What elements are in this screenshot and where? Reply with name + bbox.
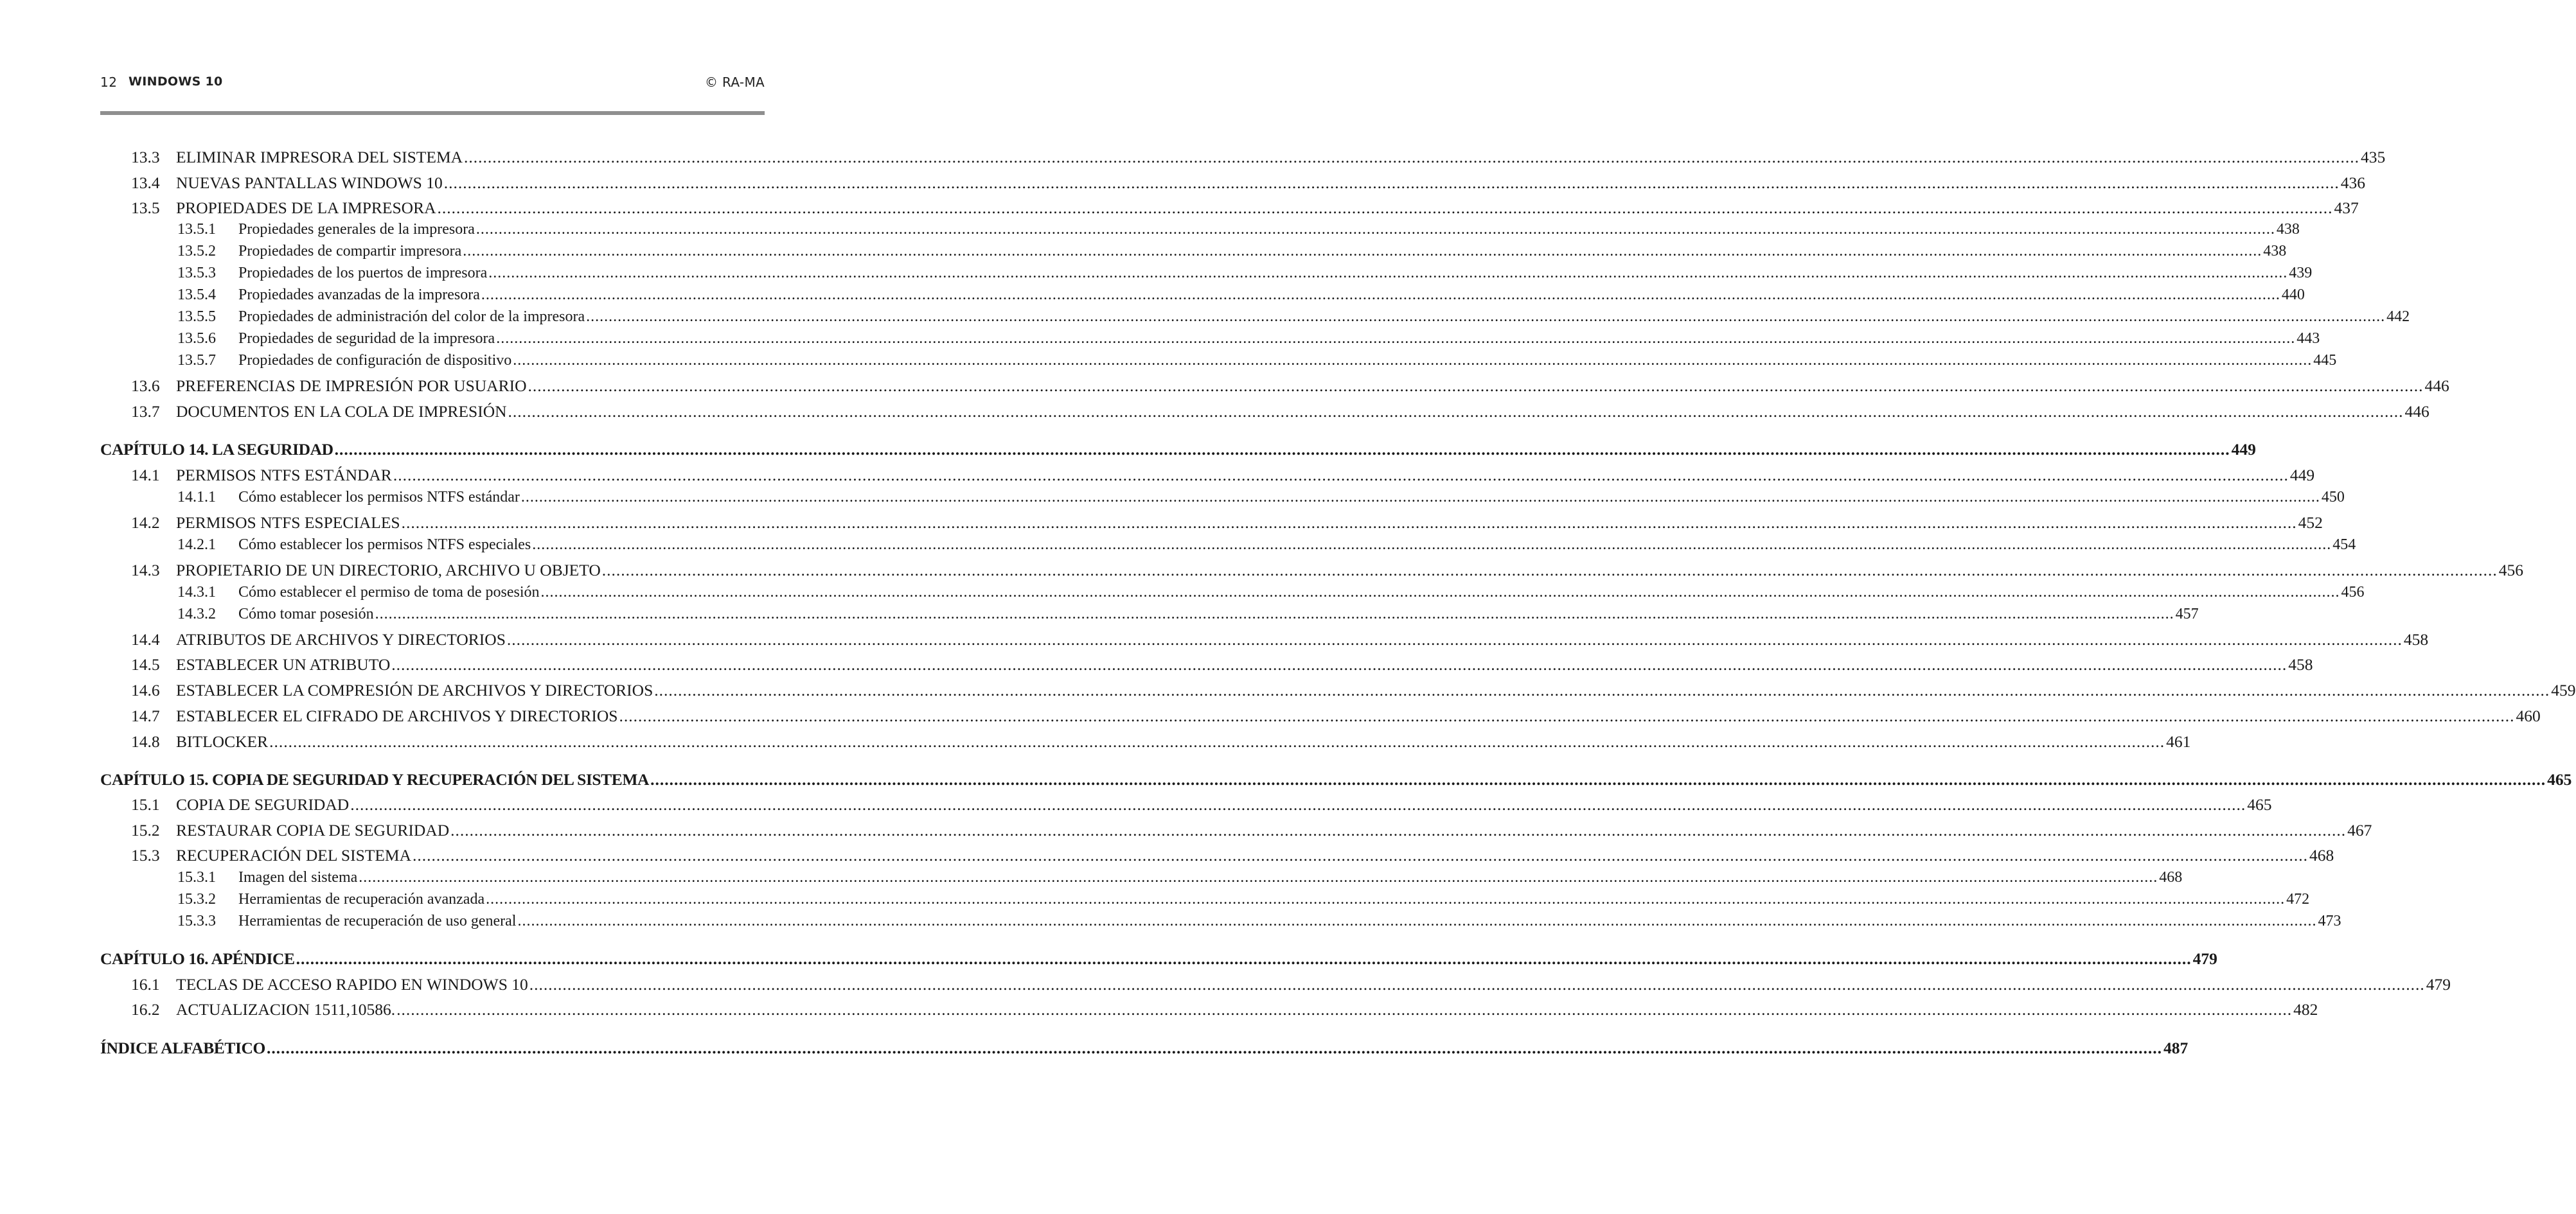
toc-entry-title: Cómo establecer los permisos NTFS estándar bbox=[238, 489, 520, 506]
toc-entry bbox=[100, 974, 2451, 996]
toc-chapter-entry bbox=[100, 439, 2256, 461]
toc-leader-dots: ................................................................................................................................................................................................................................................................................................................................................................................................................ bbox=[508, 402, 2404, 421]
toc-entry-number: 14.6 bbox=[131, 681, 160, 699]
toc-entry-title: CAPÍTULO 15. COPIA DE SEGURIDAD Y RECUPERACIÓN DEL SISTEMA bbox=[100, 770, 650, 789]
toc-entry-title: PROPIEDADES DE LA IMPRESORA bbox=[176, 198, 436, 217]
toc-leader-dots: ................................................................................................................................................................................................................................................................................................................................................................................................................ bbox=[654, 681, 2550, 699]
toc-entry-number: 14.3.1 bbox=[177, 584, 216, 601]
toc-entry bbox=[100, 349, 2337, 371]
toc-entry bbox=[100, 731, 2191, 753]
toc-leader-dots: ................................................................................................................................................................................................................................................................................................................................................................................................................ bbox=[650, 770, 2546, 789]
toc-leader-dots: ................................................................................................................................................................................................................................................................................................................................................................................................................ bbox=[513, 352, 2313, 369]
toc-entry-title: ATRIBUTOS DE ARCHIVOS Y DIRECTORIOS bbox=[176, 630, 506, 649]
toc-entry bbox=[100, 581, 2365, 603]
toc-entry-number: 13.7 bbox=[131, 402, 160, 421]
toc-entry-page: 467 bbox=[2347, 821, 2372, 840]
toc-entry-page: 442 bbox=[2386, 308, 2410, 325]
toc-entry-page: 465 bbox=[2247, 795, 2272, 814]
toc-leader-dots: ................................................................................................................................................................................................................................................................................................................................................................................................................ bbox=[450, 821, 2347, 840]
toc-entry bbox=[100, 306, 2410, 328]
toc-entry-title: Propiedades de administración del color de la impresora bbox=[238, 308, 585, 325]
toc-entry-number: 14.8 bbox=[131, 732, 160, 751]
toc-entry-title: Propiedades de compartir impresora bbox=[238, 243, 462, 260]
toc-entry bbox=[100, 629, 2429, 651]
toc-leader-dots: ................................................................................................................................................................................................................................................................................................................................................................................................................ bbox=[391, 655, 2287, 674]
header-publisher: © RA-MA bbox=[705, 75, 765, 90]
toc-entry bbox=[100, 146, 2386, 168]
toc-chapter-entry bbox=[100, 948, 2217, 970]
toc-entry bbox=[100, 910, 2341, 932]
toc-entry-title: CAPÍTULO 14. LA SEGURIDAD bbox=[100, 440, 333, 459]
toc-entry-number: 14.7 bbox=[131, 707, 160, 725]
toc-entry-title: PROPIETARIO DE UN DIRECTORIO, ARCHIVO U OBJETO bbox=[176, 561, 601, 579]
toc-entry bbox=[100, 888, 2310, 910]
toc-entry-number: 15.3.2 bbox=[177, 891, 216, 908]
toc-entry bbox=[100, 375, 2449, 397]
toc-entry-number: 14.2.1 bbox=[177, 536, 216, 553]
toc-entry-number: 13.5.1 bbox=[177, 221, 216, 238]
toc-entry-number: 14.3.2 bbox=[177, 606, 216, 622]
toc-entry bbox=[100, 464, 2315, 486]
toc-entry-number: 13.5.2 bbox=[177, 243, 216, 260]
toc-entry-title: BITLOCKER bbox=[176, 732, 269, 751]
toc-leader-dots: ................................................................................................................................................................................................................................................................................................................................................................................................................ bbox=[506, 630, 2403, 649]
toc-entry bbox=[100, 262, 2313, 284]
toc-entry-number: 13.3 bbox=[131, 148, 160, 166]
toc-entry-page: 446 bbox=[2424, 376, 2449, 395]
toc-entry-title: ELIMINAR IMPRESORA DEL SISTEMA bbox=[176, 148, 463, 166]
toc-leader-dots: ................................................................................................................................................................................................................................................................................................................................................................................................................ bbox=[529, 975, 2425, 994]
toc-entry-title: Propiedades avanzadas de la impresora bbox=[238, 286, 480, 303]
toc-entry-number: 13.5.3 bbox=[177, 265, 216, 281]
toc-entry-page: 468 bbox=[2159, 869, 2183, 886]
toc-leader-dots: ................................................................................................................................................................................................................................................................................................................................................................................................................ bbox=[475, 221, 2275, 238]
toc-entry-number: 13.5.4 bbox=[177, 286, 216, 303]
toc-entry-page: 454 bbox=[2332, 536, 2356, 553]
toc-entry-page: 436 bbox=[2340, 173, 2365, 192]
toc-leader-dots: ................................................................................................................................................................................................................................................................................................................................................................................................................ bbox=[532, 536, 2332, 553]
toc-entry bbox=[100, 680, 2576, 701]
toc-entry bbox=[100, 218, 2300, 240]
toc-leader-dots: ................................................................................................................................................................................................................................................................................................................................................................................................................ bbox=[443, 173, 2340, 192]
toc-entry bbox=[100, 867, 2183, 888]
toc-entry-page: 443 bbox=[2296, 330, 2320, 347]
toc-entry-page: 482 bbox=[2293, 1000, 2318, 1019]
toc-entry bbox=[100, 603, 2199, 625]
toc-entry-page: 437 bbox=[2334, 198, 2359, 217]
toc-entry bbox=[100, 654, 2313, 676]
toc-entry-title: RECUPERACIÓN DEL SISTEMA bbox=[176, 846, 411, 865]
toc-entry bbox=[100, 401, 2429, 423]
toc-entry-number: 14.2 bbox=[131, 513, 160, 532]
toc-entry-page: 472 bbox=[2286, 891, 2310, 908]
toc-entry bbox=[100, 284, 2305, 306]
toc-leader-dots: ................................................................................................................................................................................................................................................................................................................................................................................................................ bbox=[540, 584, 2340, 601]
toc-entry-page: 461 bbox=[2166, 732, 2191, 751]
toc-entry bbox=[100, 534, 2356, 556]
toc-leader-dots: ................................................................................................................................................................................................................................................................................................................................................................................................................ bbox=[481, 286, 2280, 303]
toc-entry-title: DOCUMENTOS EN LA COLA DE IMPRESIÓN bbox=[176, 402, 507, 421]
toc-chapter-entry bbox=[100, 769, 2572, 791]
toc-entry-number: 15.2 bbox=[131, 821, 160, 840]
toc-entry-title: PREFERENCIAS DE IMPRESIÓN POR USUARIO bbox=[176, 376, 527, 395]
toc-entry-number: 13.6 bbox=[131, 376, 160, 395]
toc-leader-dots: ................................................................................................................................................................................................................................................................................................................................................................................................................ bbox=[520, 489, 2320, 506]
toc-entry-title: Cómo tomar posesión bbox=[238, 606, 374, 622]
toc-entry-title: Cómo establecer los permisos NTFS especiales bbox=[238, 536, 531, 553]
toc-entry-title: CAPÍTULO 16. APÉNDICE bbox=[100, 949, 295, 968]
toc-entry-title: TECLAS DE ACCESO RAPIDO EN WINDOWS 10 bbox=[176, 975, 528, 994]
toc-entry-title: Cómo establecer el permiso de toma de posesión bbox=[238, 584, 540, 601]
toc-leader-dots: ................................................................................................................................................................................................................................................................................................................................................................................................................ bbox=[334, 440, 2230, 459]
toc-leader-dots: ................................................................................................................................................................................................................................................................................................................................................................................................................ bbox=[359, 869, 2158, 886]
toc-entry bbox=[100, 705, 2541, 727]
toc-leader-dots: ................................................................................................................................................................................................................................................................................................................................................................................................................ bbox=[269, 732, 2165, 751]
toc-entry-page: 456 bbox=[2498, 561, 2523, 579]
toc-entry-page: 449 bbox=[2231, 440, 2256, 459]
toc-entry-title: Propiedades de seguridad de la impresora bbox=[238, 330, 495, 347]
toc-entry-number: 13.5 bbox=[131, 198, 160, 217]
toc-entry-page: 446 bbox=[2404, 402, 2429, 421]
toc-entry bbox=[100, 328, 2320, 349]
toc-entry-page: 449 bbox=[2289, 466, 2315, 484]
toc-entry-title: Imagen del sistema bbox=[238, 869, 358, 886]
toc-entry-title: RESTAURAR COPIA DE SEGURIDAD bbox=[176, 821, 450, 840]
toc-entry-page: 440 bbox=[2281, 286, 2305, 303]
toc-entry-number: 16.1 bbox=[131, 975, 160, 994]
toc-leader-dots: ................................................................................................................................................................................................................................................................................................................................................................................................................ bbox=[496, 330, 2296, 347]
toc-entry-page: 460 bbox=[2516, 707, 2541, 725]
toc-entry-title: Herramientas de recuperación avanzada bbox=[238, 891, 485, 908]
toc-entry bbox=[100, 559, 2523, 581]
toc-entry-number: 15.1 bbox=[131, 795, 160, 814]
toc-leader-dots: ................................................................................................................................................................................................................................................................................................................................................................................................................ bbox=[350, 795, 2246, 814]
toc-entry-number: 14.1 bbox=[131, 466, 160, 484]
toc-entry-page: 438 bbox=[2276, 221, 2300, 238]
toc-entry-page: 458 bbox=[2403, 630, 2429, 649]
toc-entry-number: 15.3.3 bbox=[177, 913, 216, 929]
toc-leader-dots: ................................................................................................................................................................................................................................................................................................................................................................................................................ bbox=[486, 891, 2286, 908]
toc-entry-title: ESTABLECER EL CIFRADO DE ARCHIVOS Y DIRECTORIOS bbox=[176, 707, 618, 725]
toc-entry-page: 435 bbox=[2361, 148, 2386, 166]
toc-leader-dots: ................................................................................................................................................................................................................................................................................................................................................................................................................ bbox=[619, 707, 2515, 725]
toc-entry-number: 13.5.7 bbox=[177, 352, 216, 369]
toc-leader-dots: ................................................................................................................................................................................................................................................................................................................................................................................................................ bbox=[463, 243, 2262, 260]
toc-leader-dots: ................................................................................................................................................................................................................................................................................................................................................................................................................ bbox=[296, 949, 2192, 968]
toc-entry-title: Propiedades de los puertos de impresora bbox=[238, 265, 488, 281]
toc-leader-dots: ................................................................................................................................................................................................................................................................................................................................................................................................................ bbox=[437, 198, 2333, 217]
toc-entry-number: 14.4 bbox=[131, 630, 160, 649]
toc-entry-page: 439 bbox=[2289, 265, 2313, 281]
toc-entry-title: Propiedades generales de la impresora bbox=[238, 221, 475, 238]
toc-entry-number: 15.3.1 bbox=[177, 869, 216, 886]
toc-leader-dots: ................................................................................................................................................................................................................................................................................................................................................................................................................ bbox=[396, 1000, 2293, 1019]
toc-entry-page: 458 bbox=[2288, 655, 2313, 674]
toc-leader-dots: ................................................................................................................................................................................................................................................................................................................................................................................................................ bbox=[528, 376, 2424, 395]
toc-entry-page: 468 bbox=[2309, 846, 2334, 865]
toc-entry bbox=[100, 794, 2272, 816]
header-page-number: 12 bbox=[100, 75, 118, 90]
toc-entry-number: 13.5.6 bbox=[177, 330, 216, 347]
toc-leader-dots: ................................................................................................................................................................................................................................................................................................................................................................................................................ bbox=[267, 1039, 2162, 1057]
toc-entry-page: 465 bbox=[2547, 770, 2572, 789]
toc-entry-title: Propiedades de configuración de dispositivo bbox=[238, 352, 512, 369]
toc-leader-dots: ................................................................................................................................................................................................................................................................................................................................................................................................................ bbox=[586, 308, 2386, 325]
toc-entry-page: 457 bbox=[2175, 606, 2199, 622]
toc-entry-number: 14.1.1 bbox=[177, 489, 216, 506]
toc-entry-title: ACTUALIZACION 1511,10586. bbox=[176, 1000, 396, 1019]
toc-leader-dots: ................................................................................................................................................................................................................................................................................................................................................................................................................ bbox=[413, 846, 2308, 865]
toc-leader-dots: ................................................................................................................................................................................................................................................................................................................................................................................................................ bbox=[393, 466, 2289, 484]
toc-chapter-entry bbox=[100, 1037, 2189, 1059]
running-header bbox=[100, 72, 765, 92]
toc-leader-dots: ................................................................................................................................................................................................................................................................................................................................................................................................................ bbox=[488, 265, 2288, 281]
toc-entry-page: 479 bbox=[2192, 949, 2217, 968]
toc-entry-page: 445 bbox=[2313, 352, 2337, 369]
toc-entry bbox=[100, 820, 2372, 841]
toc-entry-page: 487 bbox=[2163, 1039, 2189, 1057]
toc-entry-number: 14.5 bbox=[131, 655, 160, 674]
toc-leader-dots: ................................................................................................................................................................................................................................................................................................................................................................................................................ bbox=[601, 561, 2498, 579]
toc-entry-page: 450 bbox=[2321, 489, 2345, 506]
toc-entry-page: 473 bbox=[2318, 913, 2341, 929]
toc-entry bbox=[100, 512, 2323, 534]
toc-entry bbox=[100, 197, 2359, 219]
toc-entry-page: 479 bbox=[2426, 975, 2451, 994]
header-rule bbox=[100, 111, 765, 115]
toc-leader-dots: ................................................................................................................................................................................................................................................................................................................................................................................................................ bbox=[464, 148, 2360, 166]
toc-leader-dots: ................................................................................................................................................................................................................................................................................................................................................................................................................ bbox=[375, 606, 2174, 622]
toc-entry bbox=[100, 172, 2365, 194]
toc-entry bbox=[100, 999, 2318, 1021]
toc-entry-page: 459 bbox=[2551, 681, 2576, 699]
toc-entry-number: 13.4 bbox=[131, 173, 160, 192]
toc-entry-title: NUEVAS PANTALLAS WINDOWS 10 bbox=[176, 173, 443, 192]
toc-entry-page: 452 bbox=[2298, 513, 2323, 532]
toc-entry-page: 456 bbox=[2341, 584, 2365, 601]
toc-entry bbox=[100, 845, 2334, 867]
toc-entry-title: ESTABLECER UN ATRIBUTO bbox=[176, 655, 391, 674]
toc-entry-number: 13.5.5 bbox=[177, 308, 216, 325]
toc-leader-dots: ................................................................................................................................................................................................................................................................................................................................................................................................................ bbox=[401, 513, 2297, 532]
toc-entry-title: Herramientas de recuperación de uso general bbox=[238, 913, 517, 929]
toc-entry-page: 438 bbox=[2263, 243, 2287, 260]
toc-entry-title: COPIA DE SEGURIDAD bbox=[176, 795, 350, 814]
header-book-title: WINDOWS 10 bbox=[129, 75, 223, 89]
toc-entry-number: 16.2 bbox=[131, 1000, 160, 1019]
toc-entry-number: 15.3 bbox=[131, 846, 160, 865]
toc-entry-title: PERMISOS NTFS ESPECIALES bbox=[176, 513, 400, 532]
toc-entry-number: 14.3 bbox=[131, 561, 160, 579]
toc-entry bbox=[100, 240, 2287, 262]
toc-leader-dots: ................................................................................................................................................................................................................................................................................................................................................................................................................ bbox=[517, 913, 2317, 929]
toc-entry-title: ÍNDICE ALFABÉTICO bbox=[100, 1039, 265, 1057]
toc-entry-title: PERMISOS NTFS ESTÁNDAR bbox=[176, 466, 392, 484]
toc-entry-title: ESTABLECER LA COMPRESIÓN DE ARCHIVOS Y DIRECTORIOS bbox=[176, 681, 653, 699]
toc-entry bbox=[100, 486, 2345, 508]
